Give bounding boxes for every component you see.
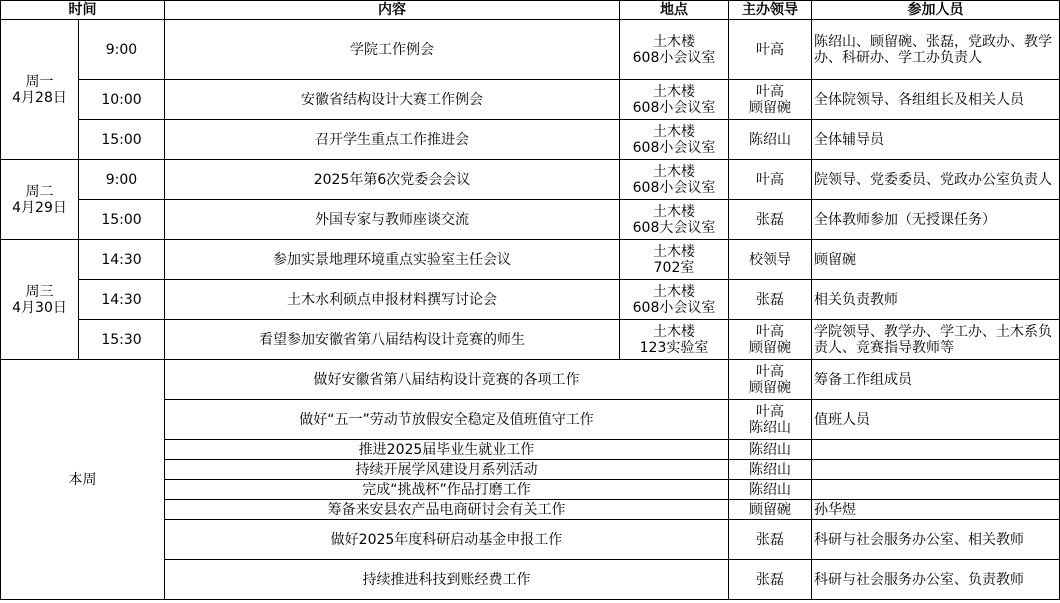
day-label: 周一 4月28日: [1, 20, 79, 160]
lead-cell: 校领导: [729, 240, 812, 280]
header-row: [1, 1, 1060, 20]
content-cell: 2025年第6次党委会会议: [165, 160, 620, 200]
lead-cell: 顾留碗: [729, 500, 812, 520]
attendees-cell: 筹备工作组成员: [812, 360, 1060, 400]
attendees-cell: 值班人员: [812, 400, 1060, 440]
content-cell: 持续开展学风建设月系列活动: [165, 460, 729, 480]
time-cell: 14:30: [79, 280, 165, 320]
attendees-cell: 全体教师参加（无授课任务）: [812, 200, 1060, 240]
time-cell: 15:00: [79, 120, 165, 160]
content-cell: 召开学生重点工作推进会: [165, 120, 620, 160]
lead-cell: 张磊: [729, 280, 812, 320]
content-cell: 做好2025年度科研启动基金申报工作: [165, 520, 729, 560]
time-cell: 14:30: [79, 240, 165, 280]
content-cell: 完成“挑战杯”作品打磨工作: [165, 480, 729, 500]
place-cell: 土木楼 123实验室: [620, 320, 729, 360]
content-cell: 推进2025届毕业生就业工作: [165, 440, 729, 460]
attendees-cell: 顾留碗: [812, 240, 1060, 280]
lead-cell: 陈绍山: [729, 480, 812, 500]
day-label: 周三 4月30日: [1, 240, 79, 360]
lead-cell: 张磊: [729, 200, 812, 240]
attendees-cell: 院领导、党委委员、党政办公室负责人: [812, 160, 1060, 200]
attendees-cell: [812, 440, 1060, 460]
header-lead: 主办领导: [729, 1, 812, 20]
time-cell: 15:00: [79, 200, 165, 240]
table-row: [1, 280, 1060, 320]
lead-cell: 陈绍山: [729, 440, 812, 460]
lead-cell: 叶高: [729, 160, 812, 200]
week-label: 本周: [1, 360, 165, 600]
header-time: 时间: [1, 1, 165, 20]
place-cell: 土木楼 608小会议室: [620, 80, 729, 120]
lead-cell: 叶高 顾留碗: [729, 360, 812, 400]
table-row: [1, 200, 1060, 240]
table-row: [1, 120, 1060, 160]
table-row: [1, 80, 1060, 120]
time-cell: 15:30: [79, 320, 165, 360]
table-row: [1, 360, 1060, 400]
content-cell: 做好安徽省第八届结构设计竞赛的各项工作: [165, 360, 729, 400]
header-attendees: 参加人员: [812, 1, 1060, 20]
attendees-cell: 孙华煜: [812, 500, 1060, 520]
content-cell: 土木水利硕点申报材料撰写讨论会: [165, 280, 620, 320]
lead-cell: 叶高 陈绍山: [729, 400, 812, 440]
content-cell: 筹备来安县农产品电商研讨会有关工作: [165, 500, 729, 520]
attendees-cell: 学院领导、教学办、学工办、土木系负责人、竞赛指导教师等: [812, 320, 1060, 360]
place-cell: 土木楼 608小会议室: [620, 160, 729, 200]
attendees-cell: 科研与社会服务办公室、相关教师: [812, 520, 1060, 560]
header-place: 地点: [620, 1, 729, 20]
content-cell: 持续推进科技到账经费工作: [165, 560, 729, 600]
table-row: [1, 20, 1060, 80]
table-row: [1, 160, 1060, 200]
lead-cell: 叶高 顾留碗: [729, 320, 812, 360]
attendees-cell: 相关负责教师: [812, 280, 1060, 320]
lead-cell: 张磊: [729, 560, 812, 600]
attendees-cell: 陈绍山、顾留碗、张磊，党政办、教学办、科研办、学工办负责人: [812, 20, 1060, 80]
time-cell: 10:00: [79, 80, 165, 120]
attendees-cell: [812, 460, 1060, 480]
content-cell: 参加实景地理环境重点实验室主任会议: [165, 240, 620, 280]
content-cell: 看望参加安徽省第八届结构设计竞赛的师生: [165, 320, 620, 360]
lead-cell: 叶高: [729, 20, 812, 80]
attendees-cell: 科研与社会服务办公室、负责教师: [812, 560, 1060, 600]
content-cell: 安徽省结构设计大赛工作例会: [165, 80, 620, 120]
place-cell: 土木楼 608大会议室: [620, 200, 729, 240]
place-cell: 土木楼 608小会议室: [620, 20, 729, 80]
time-cell: 9:00: [79, 20, 165, 80]
place-cell: 土木楼 608小会议室: [620, 120, 729, 160]
content-cell: 学院工作例会: [165, 20, 620, 80]
place-cell: 土木楼 702室: [620, 240, 729, 280]
table-row: [1, 320, 1060, 360]
place-cell: 土木楼 608小会议室: [620, 280, 729, 320]
content-cell: 外国专家与教师座谈交流: [165, 200, 620, 240]
attendees-cell: [812, 480, 1060, 500]
lead-cell: 陈绍山: [729, 120, 812, 160]
attendees-cell: 全体院领导、各组组长及相关人员: [812, 80, 1060, 120]
day-label: 周二 4月29日: [1, 160, 79, 240]
lead-cell: 张磊: [729, 520, 812, 560]
table-row: [1, 240, 1060, 280]
attendees-cell: 全体辅导员: [812, 120, 1060, 160]
lead-cell: 陈绍山: [729, 460, 812, 480]
lead-cell: 叶高 顾留碗: [729, 80, 812, 120]
header-content: 内容: [165, 1, 620, 20]
content-cell: 做好“五一”劳动节放假安全稳定及值班值守工作: [165, 400, 729, 440]
time-cell: 9:00: [79, 160, 165, 200]
